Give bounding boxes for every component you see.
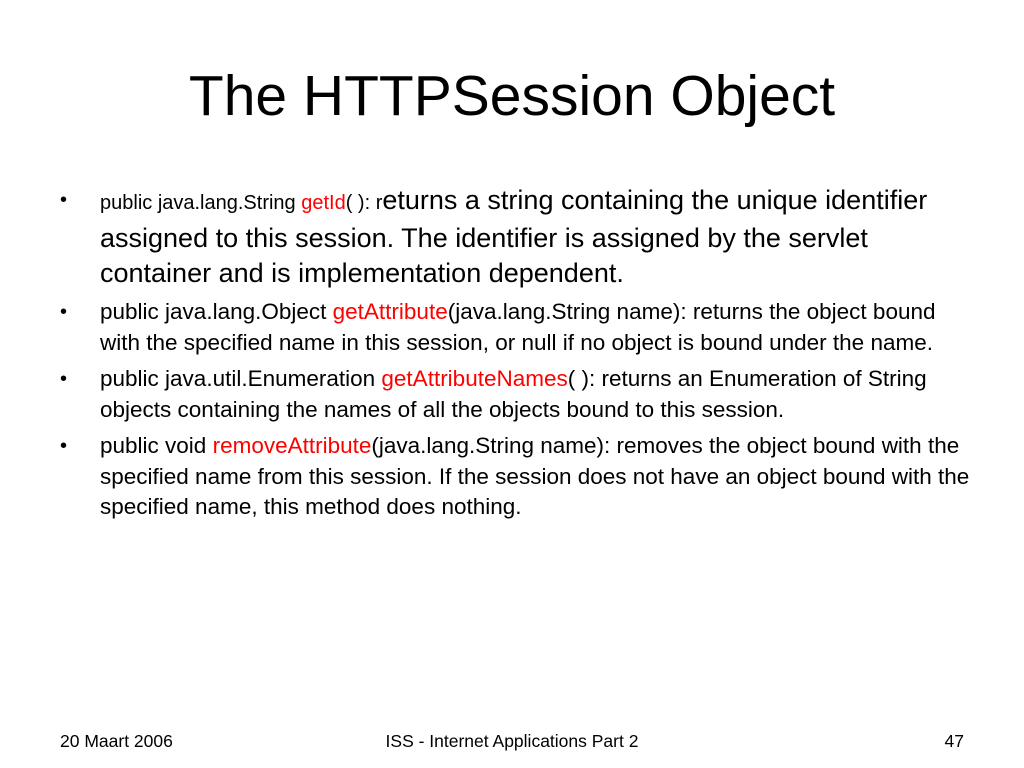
method-description: eturns a string containing the unique identifier assigned to this session. The identifier is assigned by the servlet container and is implementation dependent. <box>100 185 928 288</box>
bullet-marker: • <box>60 368 68 390</box>
slide-title: The HTTPSession Object <box>188 64 836 128</box>
bullet-item-removeattribute <box>60 431 970 523</box>
bullet-marker: • <box>60 301 68 323</box>
method-name-getattribute: getAttribute <box>332 299 448 324</box>
footer-page-number: 47 <box>944 731 964 751</box>
bullet-item-getattributenames <box>60 364 970 425</box>
method-description: (java.lang.String name): removes the object bound with the specified name from this session. If the session does not have an object bound with the specified name, this method does nothing. <box>100 433 970 519</box>
method-signature-prefix: public java.lang.Object <box>100 299 333 324</box>
footer-date: 20 Maart 2006 <box>60 731 173 751</box>
method-description: (java.lang.String name): returns the object bound with the specified name in this session, or null if no object is bound under the name. <box>100 299 936 355</box>
method-name-getattributenames: getAttributeNames <box>381 366 568 391</box>
bullet-item-getattribute <box>60 297 970 358</box>
footer-course-title: ISS - Internet Applications Part 2 <box>385 731 639 751</box>
method-signature-prefix: public void <box>100 433 213 458</box>
method-signature-prefix: public java.util.Enumeration <box>100 366 382 391</box>
bullet-list <box>60 183 970 523</box>
bullet-item-getid <box>60 183 970 291</box>
bullet-marker: • <box>60 435 68 457</box>
method-signature-prefix: public java.lang.String <box>100 192 302 214</box>
method-signature-suffix: ( ): r <box>345 192 383 214</box>
bullet-marker: • <box>60 189 68 211</box>
method-name-removeattribute: removeAttribute <box>212 433 372 458</box>
method-name-getid: getId <box>301 192 346 214</box>
method-description: ( ): returns an Enumeration of String objects containing the names of all the objects bound to this session. <box>100 366 927 422</box>
